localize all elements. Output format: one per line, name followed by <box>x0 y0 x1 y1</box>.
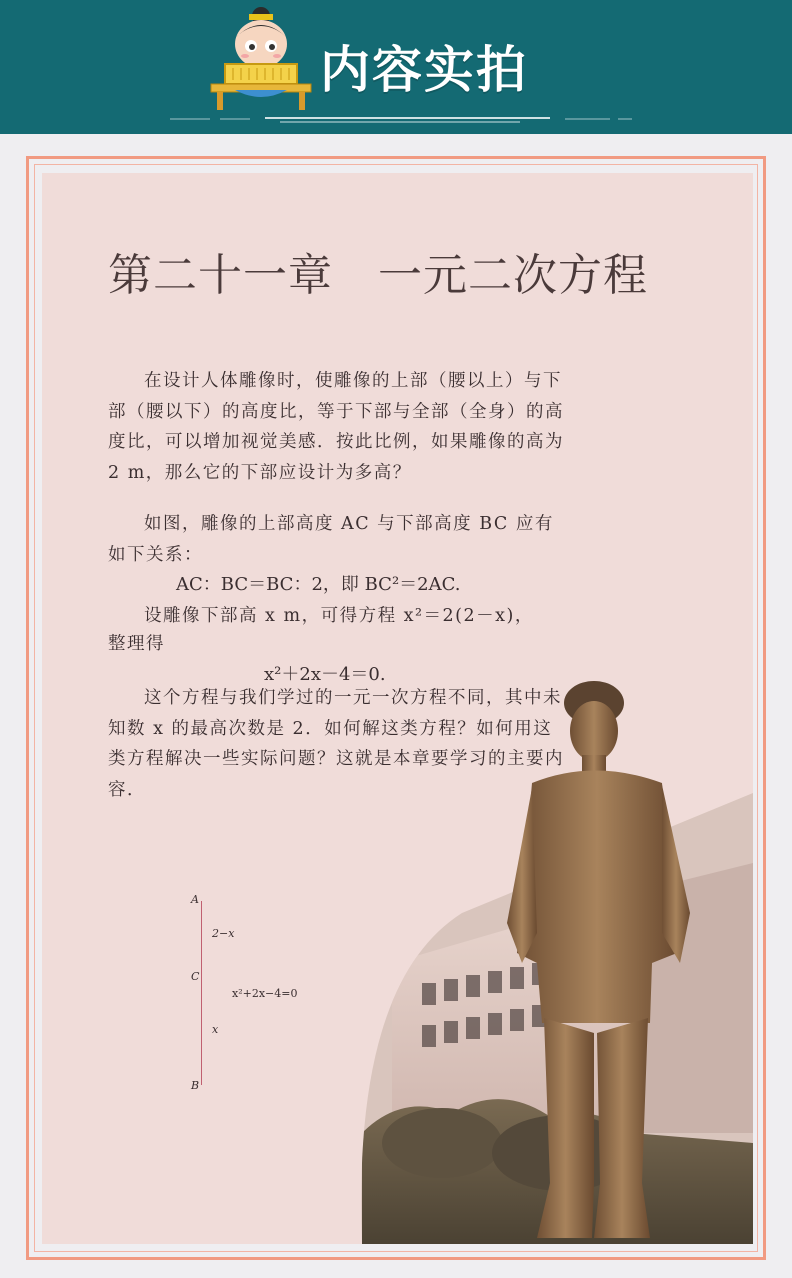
decorative-divider <box>170 116 632 124</box>
point-a-label: A <box>191 893 199 906</box>
child-reading-scroll-icon <box>205 4 317 112</box>
summary-paragraph: 这个方程与我们学过的一元一次方程不同，其中未知数 x 的最高次数是 2．如何解这类方程？如何用这类方程解决一些实际问题？这就是本章要学习的主要内容． <box>108 688 564 800</box>
quadratic-equation: x²＋2x－4＝0. <box>264 664 386 685</box>
textbook-page-photo <box>42 173 753 1244</box>
ratio-equation: AC：BC＝BC：2，即 BC²＝2AC. <box>176 574 461 595</box>
point-c-label: C <box>191 970 200 983</box>
explanation-paragraph: 如图，雕像的上部高度 AC 与下部高度 BC 应有如下关系： <box>108 514 554 565</box>
simplify-label: 整理得 <box>108 634 165 654</box>
banner-title: 内容实拍 <box>320 41 528 99</box>
header-banner <box>0 0 792 134</box>
point-b-label: B <box>191 1079 200 1092</box>
diagram-equation-label: x²+2x−4=0 <box>232 987 298 1000</box>
setup-paragraph: 设雕像下部高 x m，可得方程 x²＝2(2－x)， <box>144 606 534 626</box>
segment-top-label: 2−x <box>212 927 235 940</box>
chapter-title: 第二十一章 一元二次方程 <box>108 250 648 301</box>
segment-bottom-label: x <box>212 1023 219 1036</box>
segment-diagram <box>182 893 202 1093</box>
intro-paragraph: 在设计人体雕像时，使雕像的上部（腰以上）与下部（腰以下）的高度比，等于下部与全部（全身）的高度比，可以增加视觉美感．按此比例，如果雕像的高为 2 m，那么它的下部应设计为多高？ <box>108 371 564 483</box>
